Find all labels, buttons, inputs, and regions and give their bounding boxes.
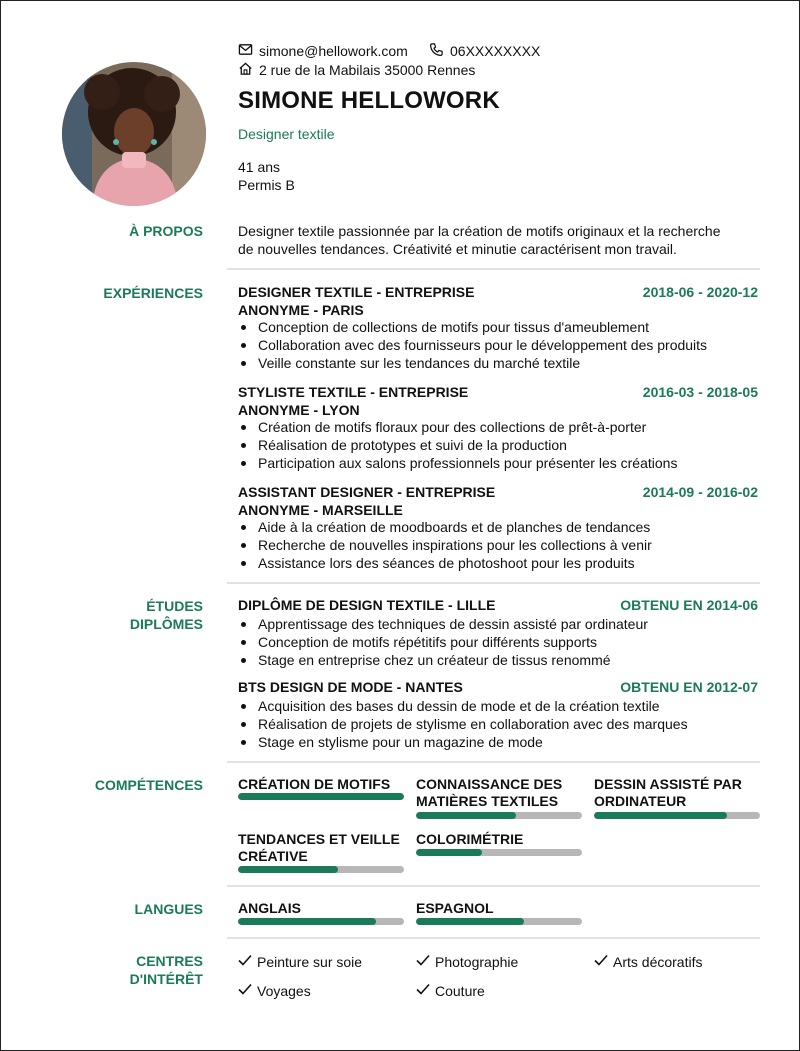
language-bar-fill [416, 918, 524, 925]
skill-label-line: CONNAISSANCE DES [416, 776, 563, 792]
job-title: Designer textile [238, 126, 335, 142]
list-item: Assistance lors des séances de photoshoot pour les produits [238, 554, 652, 572]
experience-bullets [238, 318, 707, 372]
experience-bullets [238, 418, 677, 472]
interest-label: Arts décoratifs [613, 953, 703, 970]
skill-label-line: MATIÈRES TEXTILES [416, 793, 559, 809]
divider [227, 761, 760, 763]
skill-item [238, 776, 404, 793]
skill-label-line: TENDANCES ET VEILLE [238, 831, 400, 847]
skill-bar [416, 812, 582, 819]
list-item: Aide à la création de moodboards et de planches de tendances [238, 518, 652, 536]
interest-label: Peinture sur soie [257, 953, 363, 970]
section-title-line: CENTRES [136, 953, 203, 969]
section-title-line: D'INTÉRÊT [129, 971, 203, 987]
section-title-line: DIPLÔMES [129, 616, 203, 632]
list-item: Création de motifs floraux pour des collections de prêt-à-porter [238, 418, 677, 436]
about-text [238, 222, 763, 258]
experience-company: ANONYME - LYON [238, 402, 360, 418]
list-item: Stage en stylisme pour un magazine de mode [238, 733, 688, 751]
section-title-interests [130, 952, 203, 988]
education-dates: OBTENU EN 2014-06 [620, 597, 758, 613]
skill-bar-fill [594, 812, 727, 819]
check-icon [237, 952, 253, 971]
skill-item [238, 831, 404, 865]
experience-dates: 2018-06 - 2020-12 [642, 284, 758, 300]
experience-dates: 2016-03 - 2018-05 [642, 384, 758, 400]
interest-label: Photographie [435, 953, 519, 970]
list-item: Recherche de nouvelles inspirations pour les collections à venir [238, 536, 652, 554]
experience-title: ASSISTANT DESIGNER - ENTREPRISE [238, 484, 496, 500]
check-icon [593, 952, 609, 971]
skill-bar-fill [416, 849, 482, 856]
experience-company: ANONYME - MARSEILLE [238, 502, 403, 518]
experience-title: DESIGNER TEXTILE - ENTREPRISE [238, 284, 475, 300]
divider [227, 937, 760, 939]
skill-bar-fill [416, 812, 516, 819]
experience-dates: 2014-09 - 2016-02 [642, 484, 758, 500]
experience-company: ANONYME - PARIS [238, 302, 364, 318]
language-label: ANGLAIS [238, 900, 301, 916]
skill-label-line: COLORIMÉTRIE [416, 831, 524, 847]
list-item: Réalisation de prototypes et suivi de la production [238, 436, 677, 454]
skill-bar [238, 866, 404, 873]
check-icon [415, 981, 431, 1000]
envelope-icon [238, 42, 253, 60]
section-title-languages: LANGUES [134, 901, 203, 917]
section-title-education [130, 597, 203, 633]
skill-label-line: CRÉATIVE [238, 848, 308, 864]
section-title-about: À PROPOS [129, 223, 203, 239]
language-label: ESPAGNOL [416, 900, 494, 916]
skill-label [594, 776, 760, 810]
driving-license: Permis B [238, 177, 295, 193]
list-item: Stage en entreprise chez un créateur de tissus renommé [238, 651, 648, 669]
skill-label [416, 831, 582, 848]
education-bullets [238, 697, 688, 751]
about-line: de nouvelles tendances. Créativité et minutie caractérisent mon travail. [238, 241, 677, 257]
list-item: Participation aux salons professionnels pour présenter les créations [238, 454, 677, 472]
skill-label [238, 831, 404, 865]
list-item: Acquisition des bases du dessin de mode et de la création textile [238, 697, 688, 715]
email-text: simone@hellowork.com [259, 43, 408, 59]
list-item: Collaboration avec des fournisseurs pour le développement des produits [238, 336, 707, 354]
interest-item [237, 981, 311, 1000]
candidate-name: SIMONE HELLOWORK [238, 87, 500, 114]
skill-bar [594, 812, 760, 819]
skill-label [416, 776, 582, 810]
interest-item [593, 952, 702, 971]
section-title-experiences: EXPÉRIENCES [103, 285, 203, 301]
section-title-line: ÉTUDES [146, 598, 203, 614]
skill-bar [238, 793, 404, 800]
interest-item [415, 952, 518, 971]
phone-icon [429, 42, 444, 60]
phone-text: 06XXXXXXXX [450, 43, 541, 59]
age: 41 ans [238, 159, 281, 175]
skill-bar-fill [238, 793, 404, 800]
list-item: Conception de collections de motifs pour tissus d'ameublement [238, 318, 707, 336]
skill-label-line: DESSIN ASSISTÉ PAR [594, 776, 742, 792]
about-line: Designer textile passionnée par la création de motifs originaux et la recherche [238, 223, 721, 239]
language-item [416, 900, 582, 917]
skill-bar [416, 849, 582, 856]
experience-title: STYLISTE TEXTILE - ENTREPRISE [238, 384, 469, 400]
education-dates: OBTENU EN 2012-07 [620, 679, 758, 695]
divider [227, 582, 760, 584]
interest-label: Couture [435, 982, 485, 999]
education-bullets [238, 615, 648, 669]
section-title-skills: COMPÉTENCES [94, 777, 203, 793]
interest-item [237, 952, 362, 971]
home-icon [238, 61, 253, 79]
list-item: Apprentissage des techniques de dessin assisté par ordinateur [238, 615, 648, 633]
address-contact [238, 61, 475, 79]
skill-bar-fill [238, 866, 338, 873]
check-icon [237, 981, 253, 1000]
divider [227, 885, 760, 887]
interest-item [415, 981, 485, 1000]
skill-label-line: ORDINATEUR [594, 793, 687, 809]
skill-item [416, 831, 582, 848]
profile-photo [62, 62, 206, 206]
interest-label: Voyages [257, 982, 311, 999]
list-item: Réalisation de projets de stylisme en collaboration avec des marques [238, 715, 688, 733]
email-contact [238, 42, 408, 60]
education-title: DIPLÔME DE DESIGN TEXTILE - LILLE [238, 597, 496, 613]
skill-item [594, 776, 760, 810]
address-text: 2 rue de la Mabilais 35000 Rennes [259, 62, 476, 78]
check-icon [415, 952, 431, 971]
list-item: Veille constante sur les tendances du marché textile [238, 354, 707, 372]
skill-item [416, 776, 582, 810]
experience-bullets [238, 518, 652, 572]
language-bar [416, 918, 582, 925]
phone-contact [429, 42, 540, 60]
language-bar-fill [238, 918, 376, 925]
language-item [238, 900, 404, 917]
skill-label-line: CRÉATION DE MOTIFS [238, 776, 391, 792]
skill-label [238, 776, 404, 793]
divider [227, 268, 760, 270]
language-bar [238, 918, 404, 925]
list-item: Conception de motifs répétitifs pour différents supports [238, 633, 648, 651]
education-title: BTS DESIGN DE MODE - NANTES [238, 679, 463, 695]
